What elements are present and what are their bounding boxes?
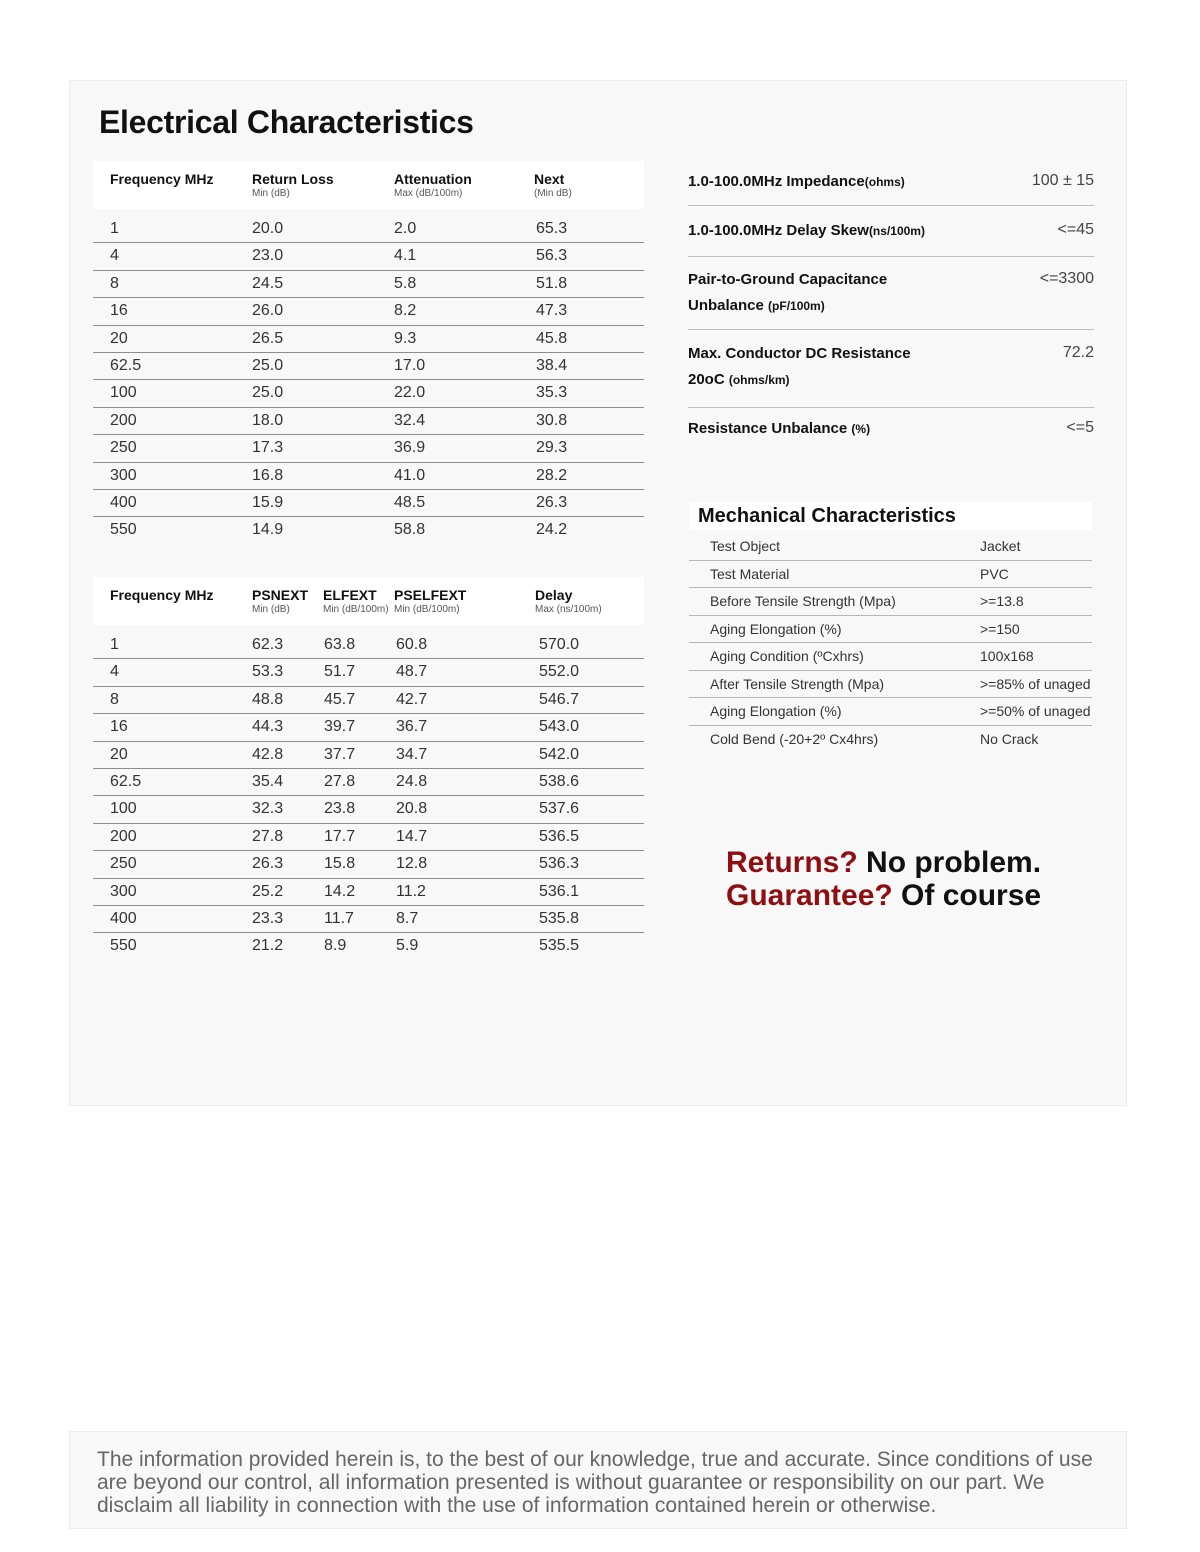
table-cell: 22.0 xyxy=(394,384,426,402)
table-cell: 250 xyxy=(110,855,137,873)
table-cell: 536.5 xyxy=(539,827,580,845)
table-cell: 552.0 xyxy=(539,663,580,681)
table-cell: 5.9 xyxy=(396,937,419,955)
mechanical-value: >=85% of unaged xyxy=(980,675,1091,692)
table-cell: 51.8 xyxy=(536,274,568,292)
table-cell: 4.1 xyxy=(394,247,417,265)
table-cell: 30.8 xyxy=(536,411,568,429)
table-cell: 200 xyxy=(110,827,137,845)
spec-row-dc-resistance xyxy=(688,330,1094,408)
column-header-unit: Min (dB/100m) xyxy=(323,604,389,615)
mechanical-label: Before Tensile Strength (Mpa) xyxy=(710,593,896,609)
table-row xyxy=(93,714,644,741)
table-row xyxy=(93,632,644,659)
slogan xyxy=(726,846,1041,912)
table-cell: 38.4 xyxy=(536,356,568,374)
column-header-label: ELFEXT xyxy=(323,587,377,603)
table-cell: 35.3 xyxy=(536,384,568,402)
table-cell: 550 xyxy=(110,937,137,955)
spec-label: 1.0-100.0MHz Delay Skew xyxy=(688,222,869,239)
table-row xyxy=(93,933,644,960)
table-cell: 62.5 xyxy=(110,772,142,790)
table-cell: 62.3 xyxy=(252,636,284,653)
table-cell: 200 xyxy=(110,411,137,429)
mechanical-value: No Crack xyxy=(980,730,1039,747)
table-row xyxy=(93,742,644,769)
mechanical-value: Jacket xyxy=(980,538,1021,554)
mechanical-row xyxy=(689,533,1092,561)
table-cell: 35.4 xyxy=(252,772,284,790)
table-cell: 535.8 xyxy=(539,909,580,927)
table-cell: 14.9 xyxy=(252,521,284,539)
table-cell: 17.7 xyxy=(324,827,356,845)
table-cell: 535.5 xyxy=(539,937,580,955)
mechanical-row xyxy=(689,616,1092,644)
table-row xyxy=(93,796,644,823)
table-cell: 24.2 xyxy=(536,521,568,539)
table-cell: 62.5 xyxy=(110,356,142,374)
table-header xyxy=(93,577,644,625)
table-cell: 23.8 xyxy=(324,800,356,818)
table-cell: 51.7 xyxy=(324,663,356,681)
table-cell: 16 xyxy=(110,302,128,320)
table-cell: 48.5 xyxy=(394,493,426,511)
mechanical-value: >=150 xyxy=(980,620,1020,637)
table-cell: 28.2 xyxy=(536,466,568,484)
table-row xyxy=(93,243,644,270)
table-cell: 42.8 xyxy=(252,745,284,763)
table-cell: 8 xyxy=(110,274,119,292)
table-cell: 47.3 xyxy=(536,302,568,320)
slogan-line-1 xyxy=(726,846,1041,879)
electrical-table-2 xyxy=(93,577,644,961)
table-row xyxy=(93,435,644,462)
table-cell: 26.5 xyxy=(252,329,284,347)
table-cell: 4 xyxy=(110,663,119,681)
table-row xyxy=(93,769,644,796)
table-cell: 15.8 xyxy=(324,855,356,873)
table-cell: 24.8 xyxy=(396,772,428,790)
table-cell: 29.3 xyxy=(536,439,568,457)
table-cell: 14.2 xyxy=(324,882,356,900)
table-cell: 63.8 xyxy=(324,636,356,653)
spec-value: <=3300 xyxy=(1039,270,1094,287)
table-header xyxy=(93,161,644,209)
spec-row-delay-skew xyxy=(688,206,1094,257)
column-header xyxy=(110,587,213,603)
table-cell: 546.7 xyxy=(539,690,580,708)
column-header-unit: Min (dB/100m) xyxy=(394,604,460,615)
table-cell: 17.0 xyxy=(394,356,426,374)
table-cell: 538.6 xyxy=(539,772,580,790)
spec-value: 72.2 xyxy=(1062,344,1094,361)
table-row xyxy=(93,879,644,906)
mechanical-row xyxy=(689,726,1092,754)
table-cell: 32.3 xyxy=(252,800,284,818)
table-cell: 34.7 xyxy=(396,745,428,763)
slogan-returns: Returns? xyxy=(726,846,858,879)
spec-value: <=45 xyxy=(1057,221,1094,238)
table-row xyxy=(93,380,644,407)
spec-row-capacitance-unbalance xyxy=(688,257,1094,330)
mechanical-row xyxy=(689,671,1092,699)
table-cell: 11.7 xyxy=(324,909,354,927)
spec-unit: (ohms) xyxy=(864,175,905,189)
table-cell: 8.9 xyxy=(324,937,347,955)
table-cell: 26.3 xyxy=(536,493,568,511)
table-cell: 570.0 xyxy=(539,636,580,653)
table-cell: 16 xyxy=(110,718,128,736)
table-row xyxy=(93,298,644,325)
column-header-unit: Min (dB) xyxy=(252,188,290,199)
spec-row-impedance xyxy=(688,160,1094,206)
table-cell: 44.3 xyxy=(252,718,284,736)
mechanical-label: After Tensile Strength (Mpa) xyxy=(710,675,885,692)
table-cell: 542.0 xyxy=(539,745,580,763)
column-header-unit: Max (dB/100m) xyxy=(394,188,463,199)
table-cell: 8 xyxy=(110,690,119,708)
table-row xyxy=(93,851,644,878)
table-cell: 9.3 xyxy=(394,329,417,347)
table-row xyxy=(93,906,644,933)
table-cell: 100 xyxy=(110,384,137,402)
table-cell: 27.8 xyxy=(252,827,284,845)
table-row xyxy=(93,687,644,714)
slogan-no-problem: No problem. xyxy=(857,846,1042,879)
table-cell: 36.7 xyxy=(396,718,428,736)
table-cell: 58.8 xyxy=(394,521,426,539)
table-cell: 8.2 xyxy=(394,302,417,320)
column-header-label: Return Loss xyxy=(252,171,334,187)
table-cell: 23.3 xyxy=(252,909,284,927)
table-cell: 45.7 xyxy=(324,690,356,708)
slogan-line-2 xyxy=(726,879,1041,912)
mechanical-value: PVC xyxy=(980,565,1009,582)
table-cell: 20.0 xyxy=(252,220,284,237)
table-cell: 65.3 xyxy=(536,220,568,237)
mechanical-row xyxy=(689,698,1092,726)
table-cell: 36.9 xyxy=(394,439,426,457)
table-cell: 537.6 xyxy=(539,800,580,818)
mechanical-label: Aging Condition (ºCxhrs) xyxy=(710,648,864,664)
spec-value: 100 ± 15 xyxy=(1031,172,1094,189)
mechanical-value: >=13.8 xyxy=(980,593,1024,609)
table-row xyxy=(93,659,644,686)
table-cell: 300 xyxy=(110,882,137,900)
table-cell: 39.7 xyxy=(324,718,356,736)
table-row xyxy=(93,216,644,243)
table-cell: 536.3 xyxy=(539,855,580,873)
table-cell: 32.4 xyxy=(394,411,426,429)
table-cell: 42.7 xyxy=(396,690,428,708)
column-header xyxy=(252,171,334,199)
mechanical-title: Mechanical Characteristics xyxy=(698,505,956,527)
mechanical-value: 100x168 xyxy=(980,648,1034,664)
table-cell: 16.8 xyxy=(252,466,284,484)
table-cell: 25.0 xyxy=(252,356,284,374)
page-title: Electrical Characteristics xyxy=(99,104,474,140)
column-header-unit: (Min dB) xyxy=(534,188,572,199)
table-row xyxy=(93,824,644,851)
mechanical-label: Test Material xyxy=(710,565,790,582)
column-header-unit: Min (dB) xyxy=(252,604,290,615)
mechanical-label: Aging Elongation (%) xyxy=(710,703,842,719)
mechanical-table xyxy=(689,533,1092,753)
spec-label: 1.0-100.0MHz Impedance xyxy=(688,173,865,190)
mechanical-label: Aging Elongation (%) xyxy=(710,620,842,637)
column-header xyxy=(394,171,472,199)
table-cell: 25.0 xyxy=(252,384,284,402)
spec-value: <=5 xyxy=(1066,419,1094,436)
spec-unit: (pF/100m) xyxy=(768,299,825,313)
column-header xyxy=(252,587,308,615)
table-cell: 48.7 xyxy=(396,663,428,681)
table-cell: 2.0 xyxy=(394,220,417,237)
table-cell: 8.7 xyxy=(396,909,419,927)
disclaimer-text: The information provided herein is, to the best of our knowledge, true and accurate. Since conditions of use are beyond our control, all information presented is without guarantee or responsibility on our part. We disclaim all liability in connection with the use of information contained herein or otherwise. xyxy=(97,1448,1093,1517)
spec-label: Resistance Unbalance xyxy=(688,420,848,437)
mechanical-label: Test Object xyxy=(710,538,781,554)
slogan-guarantee: Guarantee? xyxy=(726,879,893,912)
table-cell: 21.2 xyxy=(252,937,284,955)
table-cell: 11.2 xyxy=(396,882,426,900)
table-cell: 300 xyxy=(110,466,137,484)
column-header xyxy=(394,587,466,615)
table-cell: 5.8 xyxy=(394,274,417,292)
column-header xyxy=(110,171,213,187)
table-cell: 550 xyxy=(110,521,137,539)
mechanical-label: Cold Bend (-20+2º Cx4hrs) xyxy=(710,730,879,747)
table-cell: 400 xyxy=(110,909,137,927)
table-cell: 20.8 xyxy=(396,800,428,818)
table-row xyxy=(93,463,644,490)
mechanical-row xyxy=(689,588,1092,616)
spec-row-resistance-unbalance xyxy=(688,408,1094,454)
table-cell: 48.8 xyxy=(252,690,284,708)
table-cell: 1 xyxy=(110,220,119,237)
table-cell: 4 xyxy=(110,247,119,265)
column-header-label: Frequency MHz xyxy=(110,587,214,603)
table-row xyxy=(93,408,644,435)
column-header xyxy=(535,587,602,615)
table-cell: 20 xyxy=(110,329,128,347)
table-cell: 26.3 xyxy=(252,855,284,873)
disclaimer-box xyxy=(69,1431,1127,1529)
column-header xyxy=(534,171,572,199)
column-header-unit: Max (ns/100m) xyxy=(535,604,602,615)
table-cell: 17.3 xyxy=(252,439,284,457)
table-cell: 14.7 xyxy=(396,827,428,845)
table-cell: 100 xyxy=(110,800,137,818)
table-cell: 41.0 xyxy=(394,466,426,484)
mechanical-row xyxy=(689,643,1092,671)
slogan-of-course: Of course xyxy=(892,879,1042,912)
spec-label: Pair-to-Ground Capacitance Unbalance xyxy=(688,271,888,314)
mechanical-value: >=50% of unaged xyxy=(980,703,1091,719)
table-cell: 536.1 xyxy=(539,882,580,900)
table-cell: 23.0 xyxy=(252,247,284,265)
table-body xyxy=(93,632,644,961)
table-row xyxy=(93,490,644,517)
table-row xyxy=(93,326,644,353)
mechanical-row xyxy=(689,561,1092,589)
spec-unit: (%) xyxy=(851,422,871,436)
table-body xyxy=(93,216,644,545)
table-row xyxy=(93,353,644,380)
table-cell: 37.7 xyxy=(324,745,356,763)
table-cell: 25.2 xyxy=(252,882,284,900)
table-row xyxy=(93,271,644,298)
table-cell: 24.5 xyxy=(252,274,284,292)
table-cell: 45.8 xyxy=(536,329,568,347)
column-header-label: Delay xyxy=(535,587,573,603)
table-cell: 18.0 xyxy=(252,411,284,429)
column-header-label: Next xyxy=(534,171,565,187)
table-row xyxy=(93,517,644,544)
table-cell: 27.8 xyxy=(324,772,356,790)
table-cell: 1 xyxy=(110,636,119,653)
electrical-table-1 xyxy=(93,161,644,545)
table-cell: 12.8 xyxy=(396,855,428,873)
table-cell: 20 xyxy=(110,745,128,763)
table-cell: 15.9 xyxy=(252,493,284,511)
table-cell: 250 xyxy=(110,439,137,457)
column-header-label: Frequency MHz xyxy=(110,171,214,187)
table-cell: 26.0 xyxy=(252,302,284,320)
spec-list xyxy=(688,160,1094,454)
table-cell: 543.0 xyxy=(539,718,580,736)
table-cell: 400 xyxy=(110,493,137,511)
column-header-label: Attenuation xyxy=(394,171,472,187)
column-header-label: PSNEXT xyxy=(252,587,309,603)
table-cell: 56.3 xyxy=(536,247,568,265)
spec-unit: (ohms/km) xyxy=(728,373,790,387)
table-cell: 53.3 xyxy=(252,663,284,681)
spec-label: Max. Conductor DC Resistance 20oC xyxy=(688,345,911,388)
column-header xyxy=(323,587,389,615)
spec-unit: (ns/100m) xyxy=(868,224,925,238)
column-header-label: PSELFEXT xyxy=(394,587,467,603)
table-cell: 60.8 xyxy=(396,636,428,653)
